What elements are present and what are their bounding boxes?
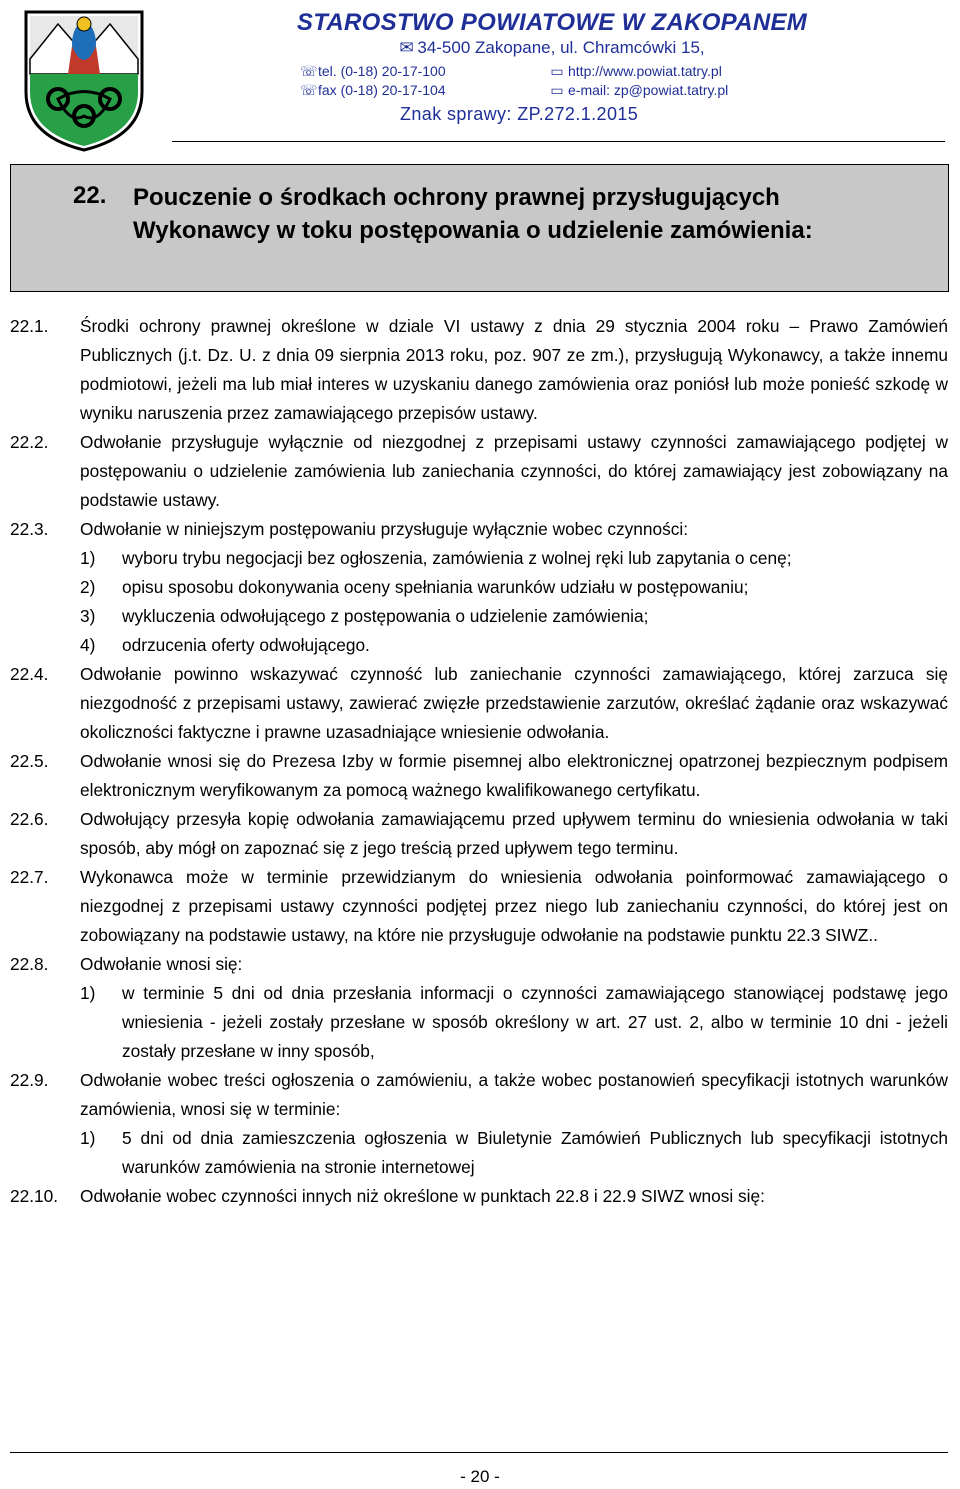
clause-item xyxy=(10,805,948,863)
header-block xyxy=(172,8,932,58)
clause-text: Środki ochrony prawnej określone w dziale VI ustawy z dnia 29 stycznia 2004 roku – Prawo Zamówień Publicznych (j.t. Dz. U. z dnia 09 sierpnia 2013 roku, poz. 907 ze zm.), przysługują Wykonawcy, a także innemu podmiotowi, jeżeli ma lub miał interes w uzyskaniu danego zamówienia oraz poniósł lub może ponieść szkodę w wyniku naruszenia przez zamawiającego przepisów ustawy. xyxy=(80,316,948,423)
subclause-text: opisu sposobu dokonywania oceny spełniania warunków udziału w postępowaniu; xyxy=(122,577,749,597)
subclause-text: wyboru trybu negocjacji bez ogłoszenia, zamówienia z wolnej ręki lub zapytania o cenę; xyxy=(122,548,792,568)
address-text: 34-500 Zakopane, ul. Chramcówki 15, xyxy=(417,38,705,57)
subclause-item xyxy=(80,1124,948,1182)
clause-text: Odwołanie powinno wskazywać czynność lub zaniechanie czynności zamawiającego, której zarzuca się niezgodność z przepisami ustawy, zawierać zwięzłe przedstawienie zarzutów, określać żądanie oraz wskazywać okoliczności faktyczne i prawne uzasadniające wniesienie odwołania. xyxy=(80,664,948,742)
clause-number: 22.5. xyxy=(10,751,49,771)
subclause-number: 1) xyxy=(80,1128,96,1148)
clause-item xyxy=(10,428,948,515)
section-heading-box xyxy=(10,164,949,292)
clause-item xyxy=(10,1066,948,1182)
subclause-number: 3) xyxy=(80,606,96,626)
institution-name: STAROSTWO POWIATOWE W ZAKOPANEM xyxy=(296,9,808,36)
clause-item xyxy=(10,747,948,805)
clause-body xyxy=(80,1182,948,1211)
clause-text: Odwołanie wnosi się do Prezesa Izby w formie pisemnej albo elektronicznej opatrzonej bezpiecznym podpisem elektronicznym weryfikowanym za pomocą ważnego kwalifikowanego certyfikatu. xyxy=(80,751,948,800)
header-divider xyxy=(172,141,945,142)
clause-item xyxy=(10,312,948,428)
clause-body xyxy=(80,660,948,747)
clause-number: 22.3. xyxy=(10,519,49,539)
clause-text: Odwołanie wobec czynności innych niż określone w punktach 22.8 i 22.9 SIWZ wnosi się: xyxy=(80,1186,765,1206)
clause-text: Odwołanie w niniejszym postępowaniu przysługuje wyłącznie wobec czynności: xyxy=(80,519,689,539)
clause-item xyxy=(10,863,948,950)
clause-body xyxy=(80,1066,948,1182)
clause-number: 22.10. xyxy=(10,1186,59,1206)
page-number: - 20 - xyxy=(460,1467,500,1486)
clause-body xyxy=(80,515,948,660)
footer-divider xyxy=(10,1452,948,1453)
phone-number: tel. (0-18) 20-17-100 xyxy=(318,63,446,79)
clause-body xyxy=(80,312,948,428)
computer-icon: ▭ xyxy=(550,82,564,98)
fax-number: fax (0-18) 20-17-104 xyxy=(318,82,446,98)
envelope-icon: ✉ xyxy=(399,38,414,57)
subclause-item xyxy=(80,602,948,631)
subclause-text: odrzucenia oferty odwołującego. xyxy=(122,635,370,655)
clause-number: 22.9. xyxy=(10,1070,49,1090)
clause-item xyxy=(10,1182,948,1211)
subclause-item xyxy=(80,544,948,573)
clause-number: 22.4. xyxy=(10,664,49,684)
clause-text: Odwołanie wobec treści ogłoszenia o zamówieniu, a także wobec postanowień specyfikacji istotnych warunków zamówienia, wnosi się w terminie: xyxy=(80,1070,948,1119)
case-reference: Znak sprawy: ZP.272.1.2015 xyxy=(400,104,639,124)
subclause-number: 1) xyxy=(80,983,96,1003)
clause-body xyxy=(80,747,948,805)
computer-icon: ▭ xyxy=(550,63,564,79)
clause-number: 22.1. xyxy=(10,316,49,336)
clause-text: Wykonawca może w terminie przewidzianym do wniesienia odwołania poinformować zamawiającego o niezgodnej z przepisami ustawy czynności podjętej przez niego lub zaniechaniu czynności, do której jest on zobowiązany na podstawie ustawy, na które nie przysługuje odwołanie na podstawie punktu 22.3 SIWZ.. xyxy=(80,867,948,945)
subclause-item xyxy=(80,573,948,602)
clause-body xyxy=(80,805,948,863)
clause-number: 22.6. xyxy=(10,809,49,829)
clause-text: Odwołanie wnosi się: xyxy=(80,954,243,974)
subclause-item xyxy=(80,979,948,1066)
clause-number: 22.8. xyxy=(10,954,49,974)
clause-item xyxy=(10,515,948,660)
clause-number: 22.7. xyxy=(10,867,49,887)
phone-icon: ☏ xyxy=(300,63,318,79)
subclause-text: 5 dni od dnia zamieszczenia ogłoszenia w Biuletynie Zamówień Publicznych lub specyfikacji istotnych warunków zamówienia na stronie internetowej xyxy=(122,1128,948,1177)
website-link[interactable]: http://www.powiat.tatry.pl xyxy=(568,63,722,79)
address-line xyxy=(172,38,932,58)
clause-item xyxy=(10,950,948,1066)
section-title: Pouczenie o środkach ochrony prawnej przysługujących Wykonawcy w toku postępowania o udzielenie zamówienia: xyxy=(133,184,813,244)
clause-item xyxy=(10,660,948,747)
clause-body xyxy=(80,428,948,515)
fax-icon: ☏ xyxy=(300,82,318,98)
clause-text: Odwołujący przesyła kopię odwołania zamawiającemu przed upływem terminu do wniesienia odwołania w taki sposób, aby mógł on zapoznać się z jego treścią przed upływem tego terminu. xyxy=(80,809,948,858)
coat-of-arms-logo xyxy=(8,4,160,154)
document-body xyxy=(10,312,948,1211)
subclause-text: wykluczenia odwołującego z postępowania o udzielenie zamówienia; xyxy=(122,606,649,626)
subclause-item xyxy=(80,631,948,660)
contact-grid xyxy=(300,62,820,100)
clause-body xyxy=(80,950,948,1066)
section-number: 22. xyxy=(73,182,107,209)
clause-number: 22.2. xyxy=(10,432,49,452)
email-link[interactable]: e-mail: zp@powiat.tatry.pl xyxy=(568,82,729,98)
subclause-number: 4) xyxy=(80,635,96,655)
clause-body xyxy=(80,863,948,950)
subclause-number: 1) xyxy=(80,548,96,568)
subclause-text: w terminie 5 dni od dnia przesłania informacji o czynności zamawiającego stanowiącej podstawę jego wniesienia - jeżeli zostały przesłane w sposób określony w art. 27 ust. 2, albo w terminie 10 dni - jeżeli zostały przesłane w inny sposób, xyxy=(122,983,948,1061)
subclause-number: 2) xyxy=(80,577,96,597)
clause-text: Odwołanie przysługuje wyłącznie od niezgodnej z przepisami ustawy czynności zamawiającego podjętej w postępowaniu o udzielenie zamówienia lub zaniechania czynności, do której zamawiający jest zobowiązany na podstawie ustawy. xyxy=(80,432,948,510)
